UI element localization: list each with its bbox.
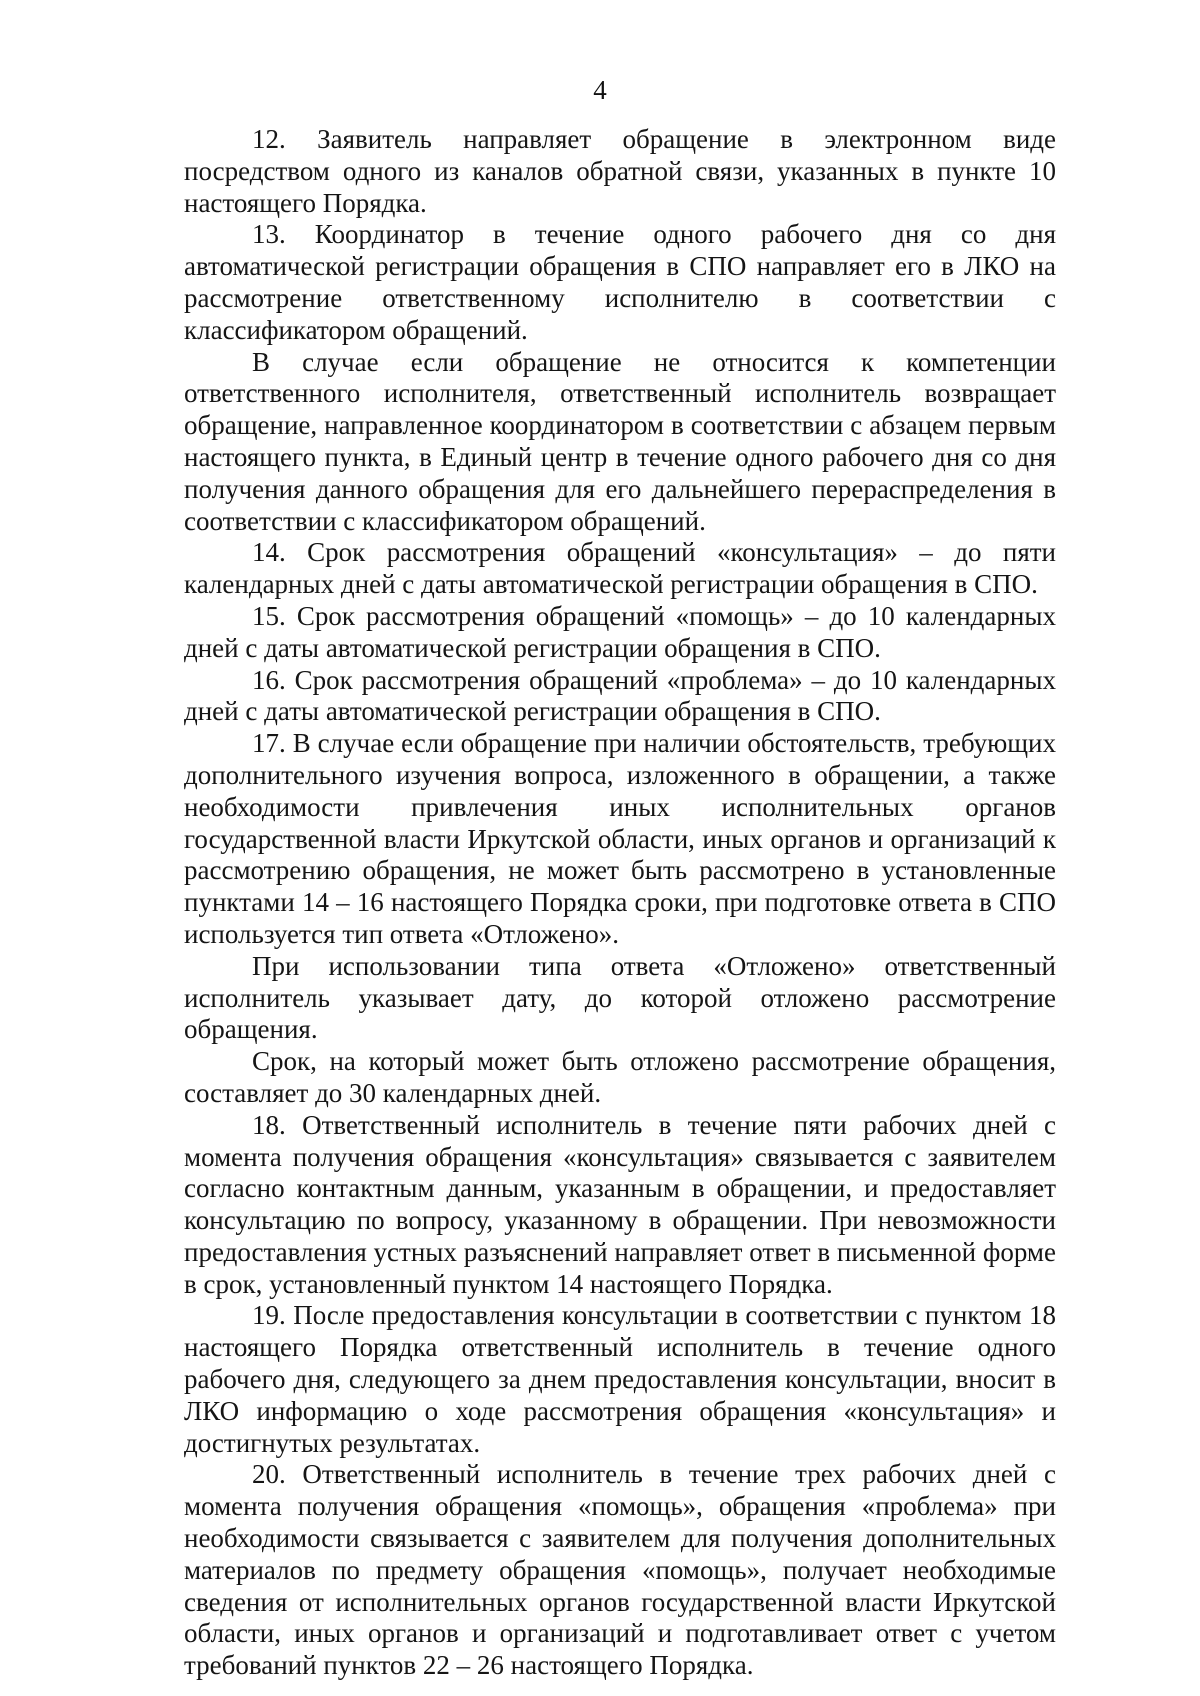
- document-body: [184, 124, 1056, 1682]
- paragraph-17-postponed-type: При использовании типа ответа «Отложено» ответственный исполнитель указывает дату, до которой отложено рассмотрение обращения.: [184, 950, 1056, 1045]
- paragraph-12: 12. Заявитель направляет обращение в электронном виде посредством одного из каналов обратной связи, указанных в пункте 10 настоящего Порядка.: [184, 124, 1056, 218]
- paragraph-13: 13. Координатор в течение одного рабочего дня со дня автоматической регистрации обращения в СПО направляет его в ЛКО на рассмотрение ответственному исполнителю в соответствии с классификатором обращений.: [184, 219, 1056, 345]
- paragraph-19: 19. После предоставления консультации в соответствии с пунктом 18 настоящего Порядка ответственный исполнитель в течение одного рабочего дня, следующего за днем предоставления консультации, вносит в ЛКО информацию о ходе рассмотрения обращения «консультация» и достигнутых результатах.: [184, 1300, 1056, 1458]
- page-number: 4: [593, 75, 607, 105]
- paragraph-16: 16. Срок рассмотрения обращений «проблема» – до 10 календарных дней с даты автоматической регистрации обращения в СПО.: [184, 664, 1056, 727]
- paragraph-13-competence: В случае если обращение не относится к компетенции ответственного исполнителя, ответственный исполнитель возвращает обращение, направленное координатором в соответствии с абзацем первым настоящего пункта, в Единый центр в течение одного рабочего дня со дня получения данного обращения для его дальнейшего перераспределения в соответствии с классификатором обращений.: [184, 346, 1056, 536]
- paragraph-17: 17. В случае если обращение при наличии обстоятельств, требующих дополнительного изучения вопроса, изложенного в обращении, а также необходимости привлечения иных исполнительных органов государственной власти Иркутской области, иных органов и организаций к рассмотрению обращения, не может быть рассмотрено в установленные пунктами 14 – 16 настоящего Порядка сроки, при подготовке ответа в СПО используется тип ответа «Отложено».: [184, 728, 1056, 949]
- paragraph-14: 14. Срок рассмотрения обращений «консультация» – до пяти календарных дней с даты автоматической регистрации обращения в СПО.: [184, 537, 1056, 600]
- paragraph-18: 18. Ответственный исполнитель в течение пяти рабочих дней с момента получения обращения «консультация» связывается с заявителем согласно контактным данным, указанным в обращении, и предоставляет консультацию по вопросу, указанному в обращении. При невозможности предоставления устных разъяснений направляет ответ в письменной форме в срок, установленный пунктом 14 настоящего Порядка.: [184, 1109, 1056, 1299]
- paragraph-17-postponed-term: Срок, на который может быть отложено рассмотрение обращения, составляет до 30 календарных дней.: [184, 1046, 1056, 1108]
- paragraph-15: 15. Срок рассмотрения обращений «помощь» – до 10 календарных дней с даты автоматической регистрации обращения в СПО.: [184, 600, 1056, 663]
- paragraph-20: 20. Ответственный исполнитель в течение трех рабочих дней с момента получения обращения «помощь», обращения «проблема» при необходимости связывается с заявителем для получения дополнительных материалов по предмету обращения «помощь», получает необходимые сведения от исполнительных органов государственной власти Иркутской области, иных органов и организаций и подготавливает ответ с учетом требований пунктов 22 – 26 настоящего Порядка.: [184, 1459, 1056, 1681]
